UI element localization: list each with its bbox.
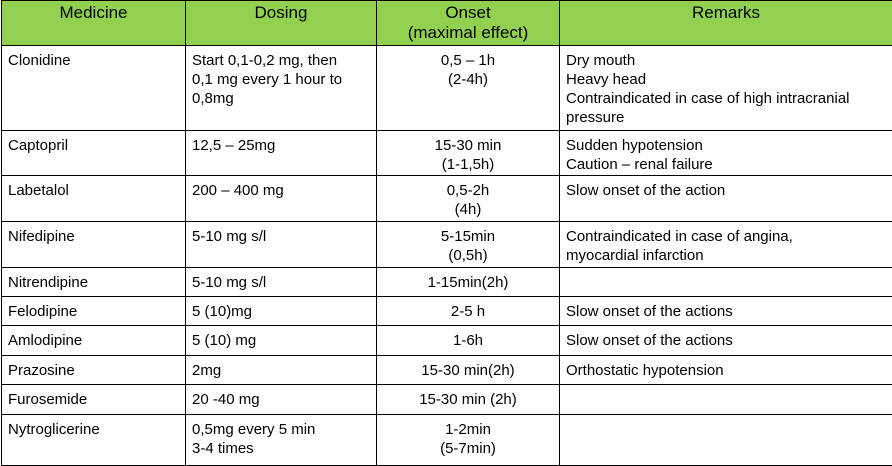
dosing-line: 5-10 mg s/l (192, 273, 370, 292)
remarks-cell (560, 222, 892, 268)
onset-cell (377, 326, 560, 356)
header-remarks-label: Remarks (692, 3, 760, 22)
onset-line: (0,5h) (383, 246, 553, 265)
onset-line: 5-15min (383, 227, 553, 246)
dosing-cell (186, 415, 377, 466)
medicine-cell (2, 297, 186, 326)
remarks-line: Heavy head (566, 70, 886, 89)
medicine-name: Labetalol (8, 182, 69, 199)
remarks-line: Orthostatic hypotension (566, 361, 886, 380)
table-row (2, 326, 892, 356)
onset-line: 15-30 min (2h) (383, 390, 553, 409)
remarks-cell (560, 176, 892, 222)
dosing-cell (186, 222, 377, 268)
onset-line: (5-7min) (383, 439, 553, 458)
header-medicine (2, 1, 186, 46)
dosing-line: 0,1 mg every 1 hour to (192, 70, 370, 89)
dosing-line: 2mg (192, 361, 370, 380)
table-row (2, 222, 892, 268)
medicine-cell (2, 131, 186, 176)
table-row (2, 131, 892, 176)
remarks-cell (560, 46, 892, 131)
remarks-cell (560, 297, 892, 326)
remarks-line: Slow onset of the actions (566, 302, 886, 321)
dosing-cell (186, 326, 377, 356)
onset-cell (377, 385, 560, 415)
header-row (2, 1, 892, 46)
remarks-line: myocardial infarction (566, 246, 886, 265)
table-row (2, 356, 892, 385)
dosing-line: 0,8mg (192, 89, 370, 108)
medicine-cell (2, 176, 186, 222)
remarks-line: Slow onset of the actions (566, 331, 886, 350)
header-onset-sublabel: (maximal effect) (381, 23, 555, 43)
dosing-cell (186, 46, 377, 131)
onset-cell (377, 46, 560, 131)
medicine-cell (2, 268, 186, 297)
remarks-cell (560, 326, 892, 356)
header-dosing-label: Dosing (255, 3, 308, 22)
remarks-cell (560, 385, 892, 415)
onset-line: 2-5 h (383, 302, 553, 321)
onset-line: (4h) (383, 200, 553, 219)
medicine-name: Prazosine (8, 362, 75, 379)
remarks-line: Slow onset of the action (566, 181, 886, 200)
medicine-name: Clonidine (8, 52, 71, 69)
dosing-cell (186, 297, 377, 326)
onset-line: 1-2min (383, 420, 553, 439)
remarks-line: Sudden hypotension (566, 136, 886, 155)
onset-cell (377, 176, 560, 222)
table-row (2, 297, 892, 326)
header-onset (377, 1, 560, 46)
onset-line: 0,5 – 1h (383, 51, 553, 70)
dosing-cell (186, 176, 377, 222)
onset-cell (377, 268, 560, 297)
dosing-cell (186, 385, 377, 415)
medicine-cell (2, 356, 186, 385)
onset-cell (377, 222, 560, 268)
onset-cell (377, 131, 560, 176)
medication-table (1, 0, 892, 466)
onset-cell (377, 415, 560, 466)
header-dosing (186, 1, 377, 46)
dosing-line: 20 -40 mg (192, 390, 370, 409)
remarks-cell (560, 268, 892, 297)
dosing-cell (186, 356, 377, 385)
dosing-line: 12,5 – 25mg (192, 136, 370, 155)
remarks-cell (560, 356, 892, 385)
table-body (2, 46, 892, 466)
onset-cell (377, 356, 560, 385)
table-row (2, 415, 892, 466)
dosing-cell (186, 131, 377, 176)
medicine-cell (2, 222, 186, 268)
dosing-line: 0,5mg every 5 min (192, 420, 370, 439)
remarks-line: Contraindicated in case of high intracranial (566, 89, 886, 108)
medicine-name: Felodipine (8, 303, 77, 320)
medicine-name: Captopril (8, 137, 68, 154)
medicine-name: Nytroglicerine (8, 421, 100, 438)
table-row (2, 268, 892, 297)
onset-line: 1-15min(2h) (383, 273, 553, 292)
onset-line: 15-30 min (383, 136, 553, 155)
remarks-line: Caution – renal failure (566, 155, 886, 174)
onset-cell (377, 297, 560, 326)
medicine-cell (2, 46, 186, 131)
table-row (2, 46, 892, 131)
onset-line: (2-4h) (383, 70, 553, 89)
remarks-cell (560, 415, 892, 466)
header-onset-label: Onset (381, 3, 555, 23)
medicine-name: Amlodipine (8, 332, 82, 349)
onset-line: 1-6h (383, 331, 553, 350)
onset-line: 15-30 min(2h) (383, 361, 553, 380)
medicine-cell (2, 385, 186, 415)
dosing-cell (186, 268, 377, 297)
dosing-line: 5-10 mg s/l (192, 227, 370, 246)
remarks-line: Dry mouth (566, 51, 886, 70)
dosing-line: 200 – 400 mg (192, 181, 370, 200)
medicine-name: Furosemide (8, 391, 87, 408)
table-row (2, 176, 892, 222)
header-remarks (560, 1, 892, 46)
dosing-line: 5 (10)mg (192, 302, 370, 321)
onset-line: (1-1,5h) (383, 155, 553, 174)
dosing-line: Start 0,1-0,2 mg, then (192, 51, 370, 70)
medicine-name: Nifedipine (8, 228, 75, 245)
medicine-name: Nitrendipine (8, 274, 88, 291)
remarks-line: pressure (566, 108, 886, 127)
dosing-line: 5 (10) mg (192, 331, 370, 350)
table-row (2, 385, 892, 415)
dosing-line: 3-4 times (192, 439, 370, 458)
medicine-cell (2, 415, 186, 466)
remarks-cell (560, 131, 892, 176)
header-medicine-label: Medicine (59, 3, 127, 22)
remarks-line: Contraindicated in case of angina, (566, 227, 886, 246)
medicine-cell (2, 326, 186, 356)
onset-line: 0,5-2h (383, 181, 553, 200)
